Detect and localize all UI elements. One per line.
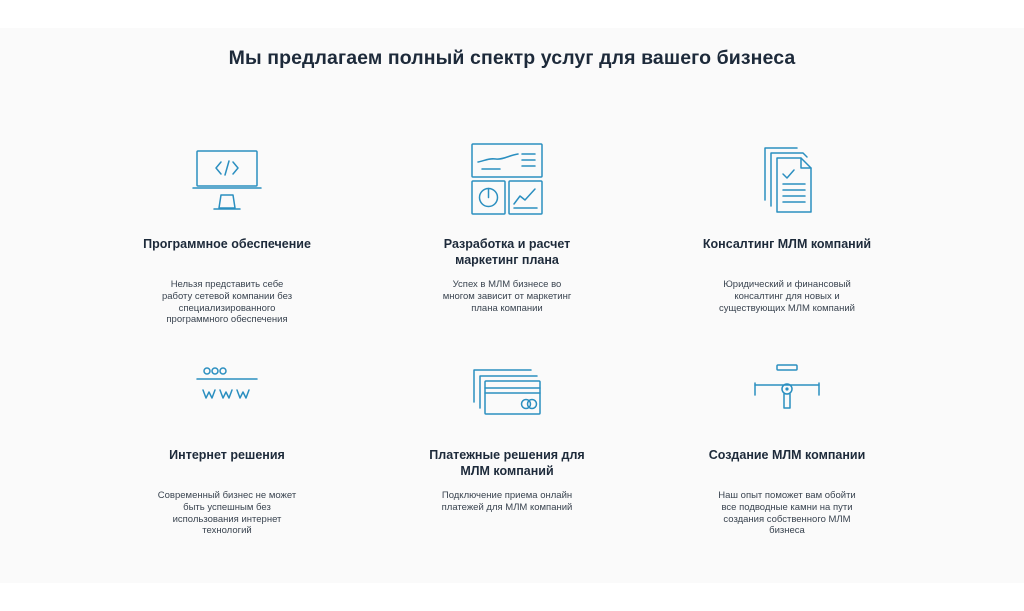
company-structure-icon [677,364,897,412]
service-title: Интернет решения [169,448,285,462]
service-description: Подключение приема онлайн платежей для МЛМ компаний [441,490,573,513]
service-description: Успех в МЛМ бизнесе во многом зависит от маркетинг плана компании [442,279,572,314]
dashboard-charts-icon [397,142,617,216]
monitor-code-icon [117,148,337,212]
section-heading: Мы предлагаем полный спектр услуг для вашего бизнеса [228,47,796,69]
service-description: Современный бизнес не может быть успешным без использования интернет технологий [157,490,297,537]
service-title: Разработка и расчет маркетинг плана [443,237,571,267]
service-title: Программное обеспечение [143,237,311,251]
service-title: Платежные решения для МЛМ компаний [429,448,585,478]
service-description: Наш опыт поможет вам обойти все подводные камни на пути создания собственного МЛМ бизнеса [718,490,856,537]
www-browser-icon [117,366,337,402]
service-description: Юридический и финансовый консалтинг для новых и существующих МЛМ компаний [719,279,855,314]
service-description: Нельзя представить себе работу сетевой компании без специализированного программного обеспечения [161,279,293,326]
credit-cards-icon [397,366,617,416]
service-title: Создание МЛМ компании [708,448,866,462]
service-title: Консалтинг МЛМ компаний [702,237,872,251]
documents-checklist-icon [677,146,897,214]
